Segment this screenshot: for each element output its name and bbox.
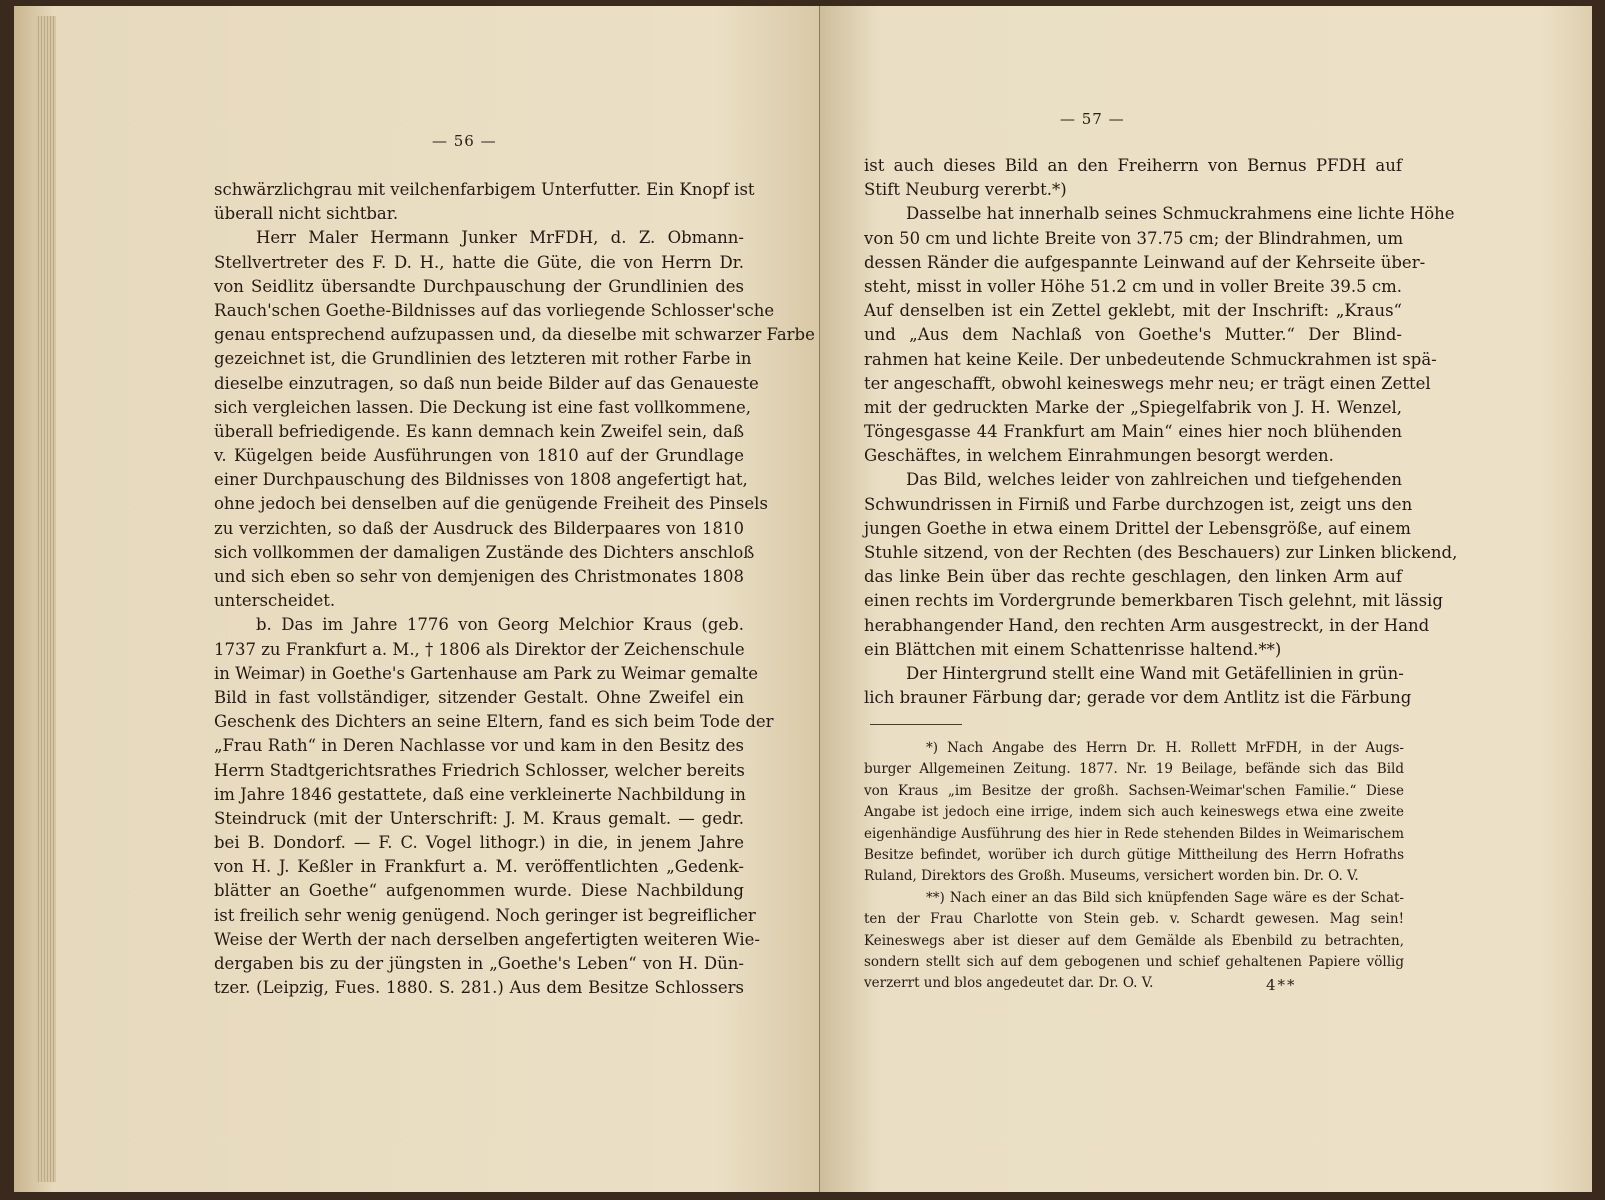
text-line: 1737 zu Frankfurt a. M., † 1806 als Direktor der Zeichenschule	[214, 639, 745, 659]
text-line: ohne jedoch bei denselben auf die genügende Freiheit des Pinsels	[214, 494, 768, 514]
text-line: unterscheidet.	[214, 591, 336, 611]
text-line: Geschenk des Dichters an seine Eltern, fand es sich beim Tode der	[214, 712, 774, 732]
text-line: Angabe ist jedoch eine irrige, indem sich auch keineswegs etwa eine zweite	[864, 804, 1404, 821]
text-line: von Seidlitz übersandte Durchpauschung der Grundlinien des	[214, 276, 744, 296]
text-line: sondern stellt sich auf dem gebogenen und schief gehaltenen Papiere völlig	[864, 953, 1404, 970]
text-line: im Jahre 1846 gestattete, daß eine verkleinerte Nachbildung in	[214, 784, 746, 804]
text-line: Herr Maler Hermann Junker MrFDH, d. Z. Obmann-	[256, 228, 744, 248]
text-line: v. Kügelgen beide Ausführungen von 1810 auf der Grundlage	[214, 446, 744, 466]
signature-mark: 4**	[1266, 976, 1297, 994]
text-line: burger Allgemeinen Zeitung. 1877. Nr. 19 Beilage, befände sich das Bild	[864, 761, 1404, 778]
text-line: von H. J. Keßler in Frankfurt a. M. veröffentlichten „Gedenk-	[214, 857, 744, 877]
page-number-left: — 56 —	[432, 132, 497, 150]
text-line: Steindruck (mit der Unterschrift: J. M. Kraus gemalt. — gedr.	[214, 808, 744, 828]
text-line: eigenhändige Ausführung des hier in Rede stehenden Bildes in Weimarischem	[864, 825, 1404, 842]
text-line: überall nicht sichtbar.	[214, 204, 399, 224]
text-line: Das Bild, welches leider von zahlreichen und tiefgehenden	[906, 470, 1402, 490]
page-number-right: — 57 —	[1060, 110, 1125, 128]
text-line: dieselbe einzutragen, so daß nun beide Bilder auf das Genaueste	[214, 373, 759, 393]
text-line: in Weimar) in Goethe's Gartenhause am Park zu Weimar gemalte	[214, 663, 759, 683]
text-line: Keineswegs aber ist dieser auf dem Gemälde als Ebenbild zu betrachten,	[864, 932, 1404, 949]
text-line: ter angeschafft, obwohl keineswegs mehr neu; er trägt einen Zettel	[864, 373, 1431, 393]
text-line: Besitze befindet, worüber ich durch gütige Mittheilung des Herrn Hofraths	[864, 846, 1404, 863]
text-line: Stuhle sitzend, von der Rechten (des Beschauers) zur Linken blickend,	[864, 543, 1458, 562]
text-line: einen rechts im Vordergrunde bemerkbaren Tisch gelehnt, mit lässig	[864, 591, 1443, 611]
text-line: von Kraus „im Besitze der großh. Sachsen-Weimar'schen Familie.“ Diese	[864, 782, 1404, 799]
text-line: *) Nach Angabe des Herrn Dr. H. Rollett MrFDH, in der Augs-	[926, 740, 1404, 756]
text-line: einer Durchpauschung des Bildnisses von 1808 angefertigt hat,	[214, 470, 748, 490]
text-line: Bild in fast vollständiger, sitzender Gestalt. Ohne Zweifel ein	[214, 687, 744, 707]
text-line: ten der Frau Charlotte von Stein geb. v. Schardt gewesen. Mag sein!	[864, 911, 1404, 928]
text-line: von 50 cm und lichte Breite von 37.75 cm; der Blindrahmen, um	[864, 228, 1404, 248]
text-line: Rauch'schen Goethe-Bildnisses auf das vorliegende Schlosser'sche	[214, 300, 775, 320]
text-line: Ruland, Direktors des Großh. Museums, versichert worden bin. Dr. O. V.	[864, 868, 1359, 885]
text-line: Der Hintergrund stellt eine Wand mit Getäfellinien in grün-	[906, 663, 1404, 683]
footnote-rule	[870, 724, 962, 725]
text-line: dergaben bis zu der jüngsten in „Goethe's Leben“ von H. Dün-	[214, 954, 744, 973]
text-line: gezeichnet ist, die Grundlinien des letzteren mit rother Farbe in	[214, 349, 752, 369]
footnotes	[864, 738, 1404, 995]
text-line: das linke Bein über das rechte geschlagen, den linken Arm auf	[864, 567, 1402, 587]
text-line: ist auch dieses Bild an den Freiherrn von Bernus PFDH auf	[864, 156, 1402, 175]
text-line: sich vollkommen der damaligen Zustände des Dichters anschloß	[214, 542, 755, 562]
text-line: steht, misst in voller Höhe 51.2 cm und in voller Breite 39.5 cm.	[864, 276, 1402, 296]
text-line: verzerrt und blos angedeutet dar. Dr. O. V.	[864, 975, 1154, 992]
text-line: Schwundrissen in Firniß und Farbe durchzogen ist, zeigt uns den	[864, 494, 1413, 514]
text-line: tzer. (Leipzig, Fues. 1880. S. 281.) Aus dem Besitze Schlossers	[214, 978, 744, 998]
text-line: **) Nach einer an das Bild sich knüpfenden Sage wäre es der Schat-	[926, 889, 1404, 906]
text-line: lich brauner Färbung dar; gerade vor dem Antlitz ist die Färbung	[864, 688, 1412, 708]
text-line: herabhangender Hand, den rechten Arm ausgestreckt, in der Hand	[864, 615, 1430, 635]
right-body-text	[864, 154, 1458, 710]
left-page	[14, 6, 820, 1192]
text-line: bei B. Dondorf. — F. C. Vogel lithogr.) in die, in jenem Jahre	[214, 833, 744, 853]
page-edges	[36, 16, 56, 1182]
text-line: blätter an Goethe“ aufgenommen wurde. Diese Nachbildung	[214, 881, 744, 901]
text-line: überall befriedigende. Es kann demnach kein Zweifel sein, daß	[214, 421, 744, 441]
right-page	[820, 6, 1592, 1192]
left-body-text	[214, 178, 815, 1000]
text-line: ein Blättchen mit einem Schattenrisse haltend.**)	[864, 639, 1282, 659]
text-line: zu verzichten, so daß der Ausdruck des Bilderpaares von 1810	[214, 518, 744, 538]
text-line: Stift Neuburg vererbt.*)	[864, 180, 1067, 200]
text-line: schwärzlichgrau mit veilchenfarbigem Unterfutter. Ein Knopf ist	[214, 180, 755, 199]
text-line: Herrn Stadtgerichtsrathes Friedrich Schlosser, welcher bereits	[214, 760, 745, 780]
text-line: dessen Ränder die aufgespannte Leinwand auf der Kehrseite über-	[864, 252, 1426, 272]
text-line: Stellvertreter des F. D. H., hatte die Güte, die von Herrn Dr.	[214, 252, 744, 272]
text-line: rahmen hat keine Keile. Der unbedeutende Schmuckrahmen ist spä-	[864, 349, 1437, 369]
text-line: ist freilich sehr wenig genügend. Noch geringer ist begreiflicher	[214, 905, 756, 925]
text-line: „Frau Rath“ in Deren Nachlasse vor und kam in den Besitz des	[214, 736, 744, 756]
text-line: und sich eben so sehr von demjenigen des Christmonates 1808	[214, 567, 744, 586]
text-line: Auf denselben ist ein Zettel geklebt, mit der Inschrift: „Kraus“	[864, 301, 1402, 321]
text-line: Dasselbe hat innerhalb seines Schmuckrahmens eine lichte Höhe	[906, 204, 1455, 224]
open-book	[14, 6, 1592, 1192]
text-line: mit der gedruckten Marke der „Spiegelfabrik von J. H. Wenzel,	[864, 397, 1402, 417]
text-line: sich vergleichen lassen. Die Deckung ist eine fast vollkommene,	[214, 397, 751, 417]
text-line: Töngesgasse 44 Frankfurt am Main“ eines hier noch blühenden	[864, 422, 1402, 442]
text-line: b. Das im Jahre 1776 von Georg Melchior Kraus (geb.	[256, 615, 744, 635]
text-line: und „Aus dem Nachlaß von Goethe's Mutter.“ Der Blind-	[864, 325, 1402, 345]
text-line: Weise der Werth der nach derselben angefertigten weiteren Wie-	[214, 929, 760, 949]
text-line: jungen Goethe in etwa einem Drittel der Lebensgröße, auf einem	[864, 518, 1411, 538]
text-line: genau entsprechend aufzupassen und, da dieselbe mit schwarzer Farbe	[214, 325, 815, 345]
text-line: Geschäftes, in welchem Einrahmungen besorgt werden.	[864, 446, 1334, 466]
